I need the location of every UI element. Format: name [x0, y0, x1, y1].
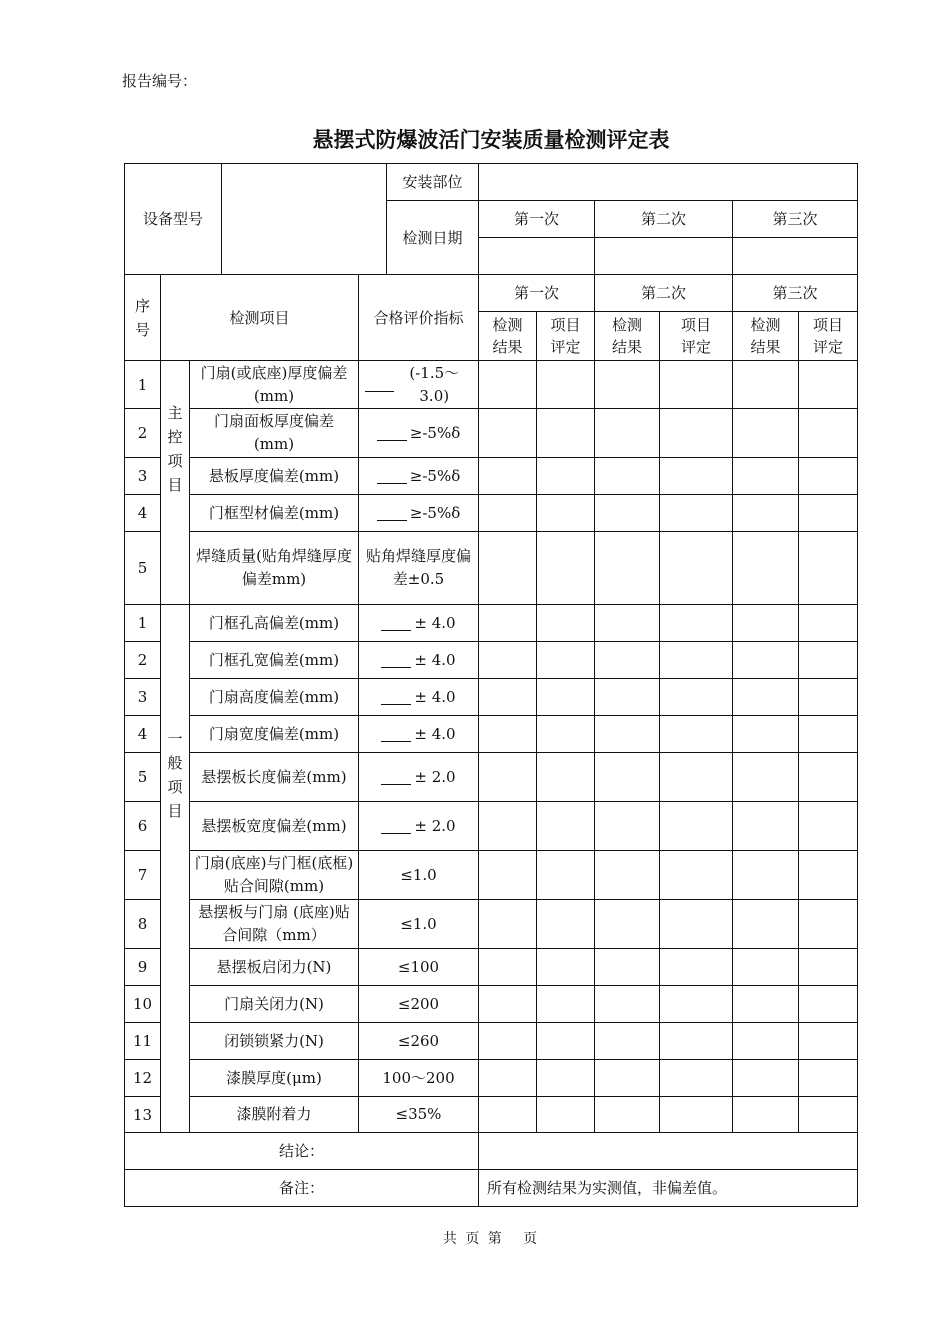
- result-cell[interactable]: [595, 495, 659, 531]
- col-rating: 项目 评定: [550, 316, 581, 356]
- conclusion-label: 结论：: [278, 1142, 324, 1160]
- rating-cell[interactable]: [799, 361, 857, 408]
- rating-cell[interactable]: [799, 1023, 857, 1059]
- rating-cell[interactable]: [799, 1060, 857, 1096]
- rating-cell[interactable]: [660, 986, 732, 1022]
- result-cell[interactable]: [595, 361, 659, 408]
- result-cell[interactable]: [479, 802, 536, 850]
- result-cell[interactable]: [479, 716, 536, 752]
- result-cell[interactable]: [595, 1097, 659, 1132]
- result-cell[interactable]: [479, 1097, 536, 1132]
- rating-cell[interactable]: [660, 642, 732, 678]
- blank-underline: [365, 377, 394, 392]
- rating-cell[interactable]: [537, 1023, 594, 1059]
- result-cell[interactable]: [595, 605, 659, 641]
- rating-cell[interactable]: [537, 532, 594, 604]
- rating-cell[interactable]: [660, 495, 732, 531]
- row-number: 5: [137, 768, 148, 786]
- criteria-text: ≤260: [397, 1031, 440, 1050]
- row-number: 2: [137, 424, 148, 442]
- row-number: 4: [137, 504, 148, 522]
- result-cell[interactable]: [733, 851, 798, 899]
- report-number-label: 报告编号：: [122, 72, 198, 90]
- row-item: 悬板厚度偏差(mm): [208, 466, 340, 485]
- row-item: 门扇(或底座)厚度偏差(mm): [200, 363, 348, 405]
- blank-underline: [377, 426, 407, 441]
- result-cell[interactable]: [595, 1023, 659, 1059]
- criteria-text: ± 4.0: [414, 650, 456, 669]
- criteria-text: ≤35%: [395, 1105, 442, 1123]
- criteria-text: ≤1.0: [400, 865, 437, 884]
- rating-cell[interactable]: [660, 716, 732, 752]
- conclusion-value[interactable]: [479, 1133, 857, 1169]
- row-criteria: [359, 361, 478, 408]
- row-item: 悬摆板启闭力(N): [216, 957, 332, 976]
- row-criteria: [359, 605, 478, 641]
- result-cell[interactable]: [733, 532, 798, 604]
- row-criteria: [359, 679, 478, 715]
- result-cell[interactable]: [595, 986, 659, 1022]
- rating-cell[interactable]: [660, 532, 732, 604]
- result-cell[interactable]: [479, 949, 536, 985]
- result-cell[interactable]: [479, 605, 536, 641]
- result-cell[interactable]: [479, 679, 536, 715]
- row-criteria: [359, 1060, 478, 1096]
- form-title: 悬摆式防爆波活门安装质量检测评定表: [312, 128, 670, 152]
- criteria-text: 贴角焊缝厚度偏差±0.5: [365, 547, 471, 588]
- rating-cell[interactable]: [537, 1060, 594, 1096]
- col-result: 检测 结果: [611, 316, 642, 356]
- header-round-3: 第三次: [772, 210, 818, 228]
- result-cell[interactable]: [479, 1060, 536, 1096]
- rating-cell[interactable]: [799, 409, 857, 457]
- rating-cell[interactable]: [799, 753, 857, 801]
- row-number: 7: [137, 866, 148, 884]
- row-number: 3: [137, 467, 148, 485]
- install-location-label: 安装部位: [402, 173, 463, 191]
- result-cell[interactable]: [733, 458, 798, 494]
- rating-cell[interactable]: [537, 851, 594, 899]
- col-criteria: 合格评价指标: [373, 308, 464, 327]
- result-cell[interactable]: [733, 605, 798, 641]
- rating-cell[interactable]: [799, 1097, 857, 1132]
- row-item: 漆膜厚度(μm): [226, 1068, 322, 1087]
- row-criteria: [359, 495, 478, 531]
- result-cell[interactable]: [733, 642, 798, 678]
- col-seq: 序 号: [134, 296, 150, 339]
- result-cell[interactable]: [733, 361, 798, 408]
- rating-cell[interactable]: [660, 900, 732, 948]
- criteria-text: ± 4.0: [414, 687, 456, 706]
- row-item: 悬摆板与门扇 (底座)贴合间隙（mm）: [198, 903, 350, 944]
- criteria-text: ± 2.0: [414, 767, 456, 786]
- result-cell[interactable]: [733, 986, 798, 1022]
- row-number: 10: [132, 995, 153, 1013]
- rating-cell[interactable]: [537, 458, 594, 494]
- rating-cell[interactable]: [537, 1097, 594, 1132]
- blank-underline: [377, 469, 407, 484]
- result-cell[interactable]: [733, 1097, 798, 1132]
- rating-cell[interactable]: [799, 532, 857, 604]
- criteria-text: ≤1.0: [400, 914, 437, 933]
- rating-cell[interactable]: [660, 949, 732, 985]
- result-cell[interactable]: [733, 716, 798, 752]
- row-number: 5: [137, 559, 148, 577]
- row-criteria: [359, 1097, 478, 1132]
- rating-cell[interactable]: [660, 753, 732, 801]
- blank-underline: [381, 616, 411, 631]
- result-cell[interactable]: [595, 949, 659, 985]
- result-cell[interactable]: [733, 1023, 798, 1059]
- result-cell[interactable]: [479, 532, 536, 604]
- result-cell[interactable]: [595, 900, 659, 948]
- row-item: 门框孔高偏差(mm): [208, 613, 340, 632]
- result-cell[interactable]: [733, 1060, 798, 1096]
- footer-page2: 页: [523, 1231, 540, 1247]
- rating-cell[interactable]: [537, 361, 594, 408]
- row-number: 9: [137, 958, 148, 976]
- row-number: 2: [137, 651, 148, 669]
- row-criteria: [359, 642, 478, 678]
- result-cell[interactable]: [595, 753, 659, 801]
- blank-underline: [381, 690, 411, 705]
- result-cell[interactable]: [733, 679, 798, 715]
- rating-cell[interactable]: [799, 900, 857, 948]
- row-item: 悬摆板长度偏差(mm): [201, 767, 347, 786]
- rating-cell[interactable]: [799, 716, 857, 752]
- result-cell[interactable]: [595, 851, 659, 899]
- criteria-text: ± 4.0: [414, 613, 456, 632]
- row-criteria: [359, 716, 478, 752]
- row-criteria: [359, 409, 478, 457]
- criteria-text: ≥-5%δ: [409, 503, 461, 522]
- row-criteria: [359, 851, 478, 899]
- result-cell[interactable]: [479, 361, 536, 408]
- result-cell[interactable]: [595, 458, 659, 494]
- rating-cell[interactable]: [660, 1097, 732, 1132]
- footer-page: 页: [465, 1231, 482, 1247]
- header-round-2: 第二次: [640, 210, 686, 228]
- rating-cell[interactable]: [660, 1060, 732, 1096]
- rating-cell[interactable]: [799, 679, 857, 715]
- rating-cell[interactable]: [660, 679, 732, 715]
- row-criteria: [359, 458, 478, 494]
- footer-nth: 第: [487, 1231, 504, 1247]
- criteria-text: 100～200: [382, 1068, 455, 1087]
- blank-underline: [381, 727, 411, 742]
- rating-cell[interactable]: [660, 802, 732, 850]
- rating-cell[interactable]: [799, 495, 857, 531]
- result-cell[interactable]: [479, 409, 536, 457]
- row-criteria: [359, 802, 478, 850]
- result-cell[interactable]: [479, 642, 536, 678]
- row-item: 门扇宽度偏差(mm): [208, 724, 340, 743]
- row-criteria: [359, 753, 478, 801]
- result-cell[interactable]: [479, 986, 536, 1022]
- row-criteria: [359, 532, 478, 604]
- blank-underline: [381, 819, 411, 834]
- rating-cell[interactable]: [660, 1023, 732, 1059]
- remarks-label: 备注：: [278, 1179, 324, 1197]
- rating-cell[interactable]: [537, 900, 594, 948]
- test-date-label: 检测日期: [402, 228, 463, 247]
- result-cell[interactable]: [595, 716, 659, 752]
- rating-cell[interactable]: [660, 361, 732, 408]
- result-cell[interactable]: [595, 1060, 659, 1096]
- row-item: 门扇(底座)与门框(底框)贴合间隙(mm): [194, 854, 354, 895]
- row-item: 悬摆板宽度偏差(mm): [201, 816, 347, 835]
- col-result: 检测 结果: [750, 316, 781, 356]
- row-item: 门扇面板厚度偏差(mm): [213, 412, 334, 453]
- col-item: 检测项目: [229, 308, 290, 327]
- remarks-text: 所有检测结果为实测值，非偏差值。: [487, 1179, 728, 1197]
- group-main: 主 控 项 目: [167, 404, 183, 494]
- rating-cell[interactable]: [660, 409, 732, 457]
- row-item: 闭锁锁紧力(N): [224, 1031, 324, 1050]
- result-cell[interactable]: [479, 753, 536, 801]
- result-cell[interactable]: [733, 753, 798, 801]
- rating-cell[interactable]: [799, 851, 857, 899]
- criteria-text: (-1.5～3.0): [409, 363, 460, 405]
- result-cell[interactable]: [595, 409, 659, 457]
- rating-cell[interactable]: [537, 802, 594, 850]
- row-number: 6: [137, 817, 148, 835]
- result-cell[interactable]: [733, 900, 798, 948]
- row-item: 门扇关闭力(N): [224, 994, 324, 1013]
- result-cell[interactable]: [479, 851, 536, 899]
- result-cell[interactable]: [595, 679, 659, 715]
- criteria-text: ≤200: [397, 994, 440, 1013]
- blank-underline: [381, 770, 411, 785]
- criteria-text: ± 4.0: [414, 724, 456, 743]
- result-cell[interactable]: [595, 532, 659, 604]
- header-round-1: 第一次: [513, 210, 559, 228]
- device-model-label: 设备型号: [142, 210, 203, 228]
- col-round-1: 第一次: [513, 284, 559, 302]
- criteria-text: ± 2.0: [414, 816, 456, 835]
- result-cell[interactable]: [733, 949, 798, 985]
- row-item: 漆膜附着力: [236, 1105, 312, 1123]
- rating-cell[interactable]: [537, 716, 594, 752]
- row-item: 焊缝质量(贴角焊缝厚度偏差mm): [196, 547, 352, 588]
- rating-cell[interactable]: [660, 605, 732, 641]
- row-number: 11: [132, 1032, 153, 1050]
- col-rating: 项目 评定: [680, 316, 711, 356]
- row-criteria: [359, 986, 478, 1022]
- result-cell[interactable]: [479, 495, 536, 531]
- rating-cell[interactable]: [799, 802, 857, 850]
- rating-cell[interactable]: [799, 949, 857, 985]
- col-round-2: 第二次: [640, 284, 686, 302]
- footer-total: 共: [442, 1231, 459, 1247]
- rating-cell[interactable]: [537, 986, 594, 1022]
- col-result: 检测 结果: [492, 316, 523, 356]
- blank-underline: [377, 506, 407, 521]
- criteria-text: ≤100: [397, 957, 440, 976]
- row-number: 4: [137, 725, 148, 743]
- rating-cell[interactable]: [537, 949, 594, 985]
- rating-cell[interactable]: [537, 753, 594, 801]
- row-item: 门框孔宽偏差(mm): [208, 650, 340, 669]
- row-number: 12: [132, 1069, 153, 1087]
- device-model-value[interactable]: [222, 164, 386, 274]
- result-cell[interactable]: [595, 802, 659, 850]
- rating-cell[interactable]: [799, 605, 857, 641]
- page-footer: [0, 1228, 950, 1248]
- result-cell[interactable]: [733, 802, 798, 850]
- row-item: 门框型材偏差(mm): [208, 503, 340, 522]
- result-cell[interactable]: [595, 642, 659, 678]
- row-criteria: [359, 1023, 478, 1059]
- rating-cell[interactable]: [799, 986, 857, 1022]
- rating-cell[interactable]: [537, 605, 594, 641]
- rating-cell[interactable]: [799, 642, 857, 678]
- blank-underline: [381, 653, 411, 668]
- row-item: 门扇高度偏差(mm): [208, 687, 340, 706]
- rating-cell[interactable]: [537, 409, 594, 457]
- row-criteria: [359, 949, 478, 985]
- rating-cell[interactable]: [537, 642, 594, 678]
- result-cell[interactable]: [733, 409, 798, 457]
- row-number: 3: [137, 688, 148, 706]
- row-number: 13: [132, 1105, 153, 1124]
- rating-cell[interactable]: [660, 458, 732, 494]
- result-cell[interactable]: [479, 900, 536, 948]
- row-criteria: [359, 900, 478, 948]
- row-number: 1: [137, 375, 148, 394]
- result-cell[interactable]: [733, 495, 798, 531]
- rating-cell[interactable]: [537, 495, 594, 531]
- row-number: 8: [137, 915, 148, 933]
- result-cell[interactable]: [479, 458, 536, 494]
- rating-cell[interactable]: [799, 458, 857, 494]
- result-cell[interactable]: [479, 1023, 536, 1059]
- col-round-3: 第三次: [772, 284, 818, 302]
- group-general: 一 般 项 目: [167, 730, 183, 820]
- criteria-text: ≥-5%δ: [409, 423, 461, 442]
- row-number: 1: [137, 614, 148, 632]
- rating-cell[interactable]: [660, 851, 732, 899]
- criteria-text: ≥-5%δ: [409, 466, 461, 485]
- rating-cell[interactable]: [537, 679, 594, 715]
- col-rating: 项目 评定: [812, 316, 843, 356]
